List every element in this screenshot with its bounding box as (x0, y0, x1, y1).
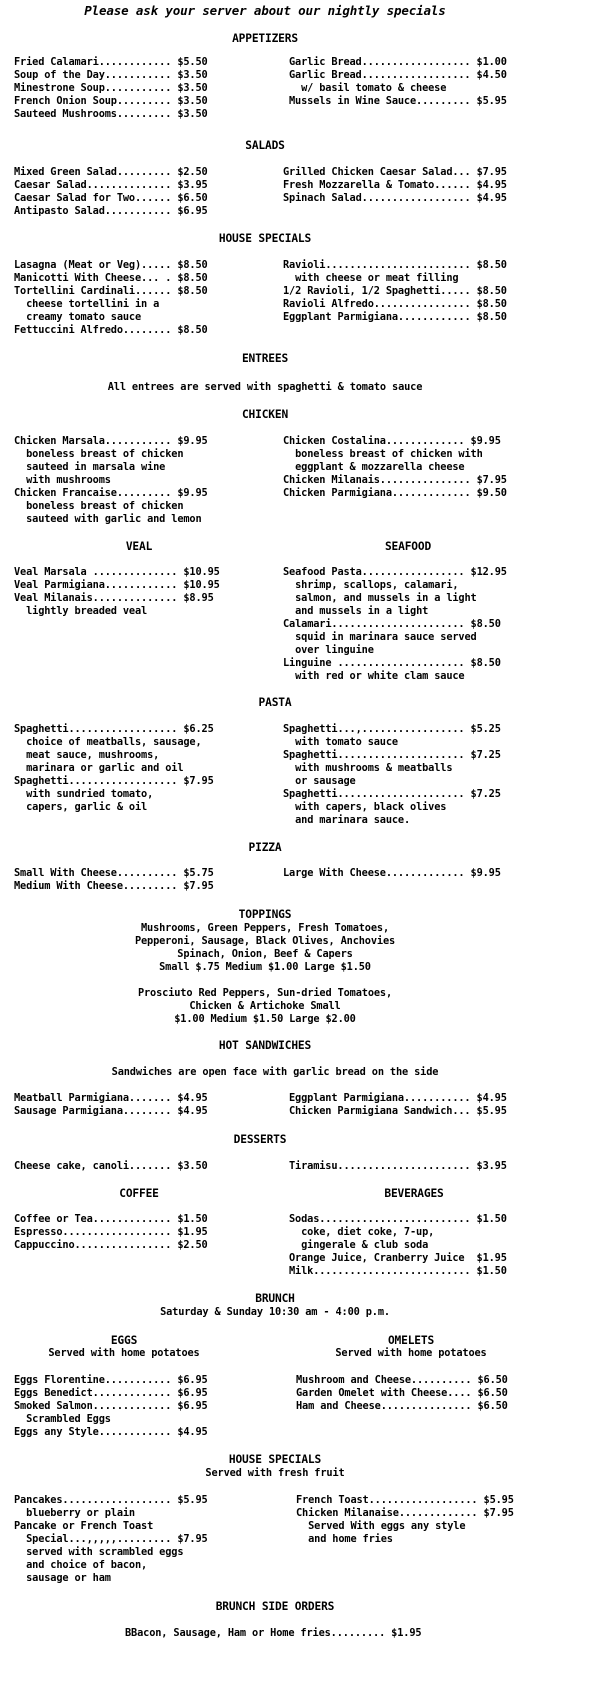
salads-heading: SALADS (245, 139, 285, 152)
menu-item: Chicken Parmigiana............. $9.50 (283, 487, 507, 499)
menu-item: Calamari...................... $8.50 (283, 618, 501, 630)
menu-item: French Toast.................. $5.95 (296, 1494, 514, 1506)
menu-item: Caesar Salad for Two...... $6.50 (14, 192, 208, 204)
menu-item-description: and choice of bacon, (14, 1559, 148, 1571)
menu-item: Espresso.................. $1.95 (14, 1226, 208, 1238)
menu-item: Chicken Francaise......... $9.95 (14, 487, 208, 499)
menu-item: Grilled Chicken Caesar Salad... $7.95 (283, 166, 507, 178)
menu-item-description: with sundried tomato, (14, 788, 154, 800)
menu-item: Pancake or French Toast (14, 1520, 154, 1532)
menu-item: Caesar Salad.............. $3.95 (14, 179, 208, 191)
menu-item: Seafood Pasta................. $12.95 (283, 566, 507, 578)
menu-item: Spaghetti.................. $6.25 (14, 723, 214, 735)
menu-item-description: cheese tortellini in a (14, 298, 160, 310)
desserts-heading: DESSERTS (233, 1133, 287, 1146)
menu-item: Small With Cheese.......... $5.75 (14, 867, 214, 879)
menu-item: Antipasto Salad........... $6.95 (14, 205, 208, 217)
menu-item-description: with red or white clam sauce (283, 670, 465, 682)
menu-item: Smoked Salmon............. $6.95 (14, 1400, 208, 1412)
menu-item-description: Scrambled Eggs (14, 1413, 111, 1425)
menu-item: Chicken Parmigiana Sandwich... $5.95 (289, 1105, 507, 1117)
hot-sandwiches-note: Sandwiches are open face with garlic bread on the side (111, 1066, 439, 1078)
menu-item: Eggplant Parmigiana............ $8.50 (283, 311, 507, 323)
menu-item-description: creamy tomato sauce (14, 311, 142, 323)
menu-item: Meatball Parmigiana....... $4.95 (14, 1092, 208, 1104)
eggs-heading: EGGS (110, 1334, 138, 1347)
menu-item-description: sauteed in marsala wine (14, 461, 166, 473)
menu-item: Veal Marsala .............. $10.95 (14, 566, 220, 578)
entrees-heading: ENTREES (241, 352, 289, 365)
menu-item-description: shrimp, scallops, calamari, (283, 579, 459, 591)
menu-item: BBacon, Sausage, Ham or Home fries......... $1.95 (125, 1627, 422, 1639)
brunch-heading: BRUNCH (255, 1292, 295, 1305)
menu-item-description: salmon, and mussels in a light (283, 592, 477, 604)
toppings-heading: TOPPINGS (238, 908, 292, 921)
menu-item: Spaghetti.................. $7.95 (14, 775, 214, 787)
menu-item-description: served with scrambled eggs (14, 1546, 184, 1558)
toppings-line: Prosciuto Red Peppers, Sun-dried Tomatoes, (137, 987, 393, 999)
menu-item-description: Served With eggs any style (296, 1520, 466, 1532)
menu-item: Chicken Milanaise............. $7.95 (296, 1507, 514, 1519)
menu-item-description: lightly breaded veal (14, 605, 148, 617)
menu-item-description: with cheese or meat filling (283, 272, 459, 284)
eggs-note: Served with home potatoes (48, 1347, 200, 1359)
seafood-heading: SEAFOOD (384, 540, 432, 553)
menu-item: Cheese cake, canoli....... $3.50 (14, 1160, 208, 1172)
menu-item: Cappuccino................ $2.50 (14, 1239, 208, 1251)
toppings-line: Pepperoni, Sausage, Black Olives, Anchovies (134, 935, 396, 947)
menu-item: Mussels in Wine Sauce......... $5.95 (289, 95, 507, 107)
menu-item-description: choice of meatballs, sausage, (14, 736, 202, 748)
menu-item: Soup of the Day........... $3.50 (14, 69, 208, 81)
menu-item: Spinach Salad.................. $4.95 (283, 192, 507, 204)
menu-item-description: over linguine (283, 644, 374, 656)
menu-item: Pancakes.................. $5.95 (14, 1494, 208, 1506)
menu-item: Manicotti With Cheese... . $8.50 (14, 272, 208, 284)
menu-item: Ravioli Alfredo................ $8.50 (283, 298, 507, 310)
menu-item: Eggplant Parmigiana........... $4.95 (289, 1092, 507, 1104)
pasta-heading: PASTA (258, 696, 292, 709)
toppings-line: $1.00 Medium $1.50 Large $2.00 (174, 1013, 356, 1025)
menu-item-description: or sausage (283, 775, 356, 787)
menu-item-description: gingerale & club soda (289, 1239, 429, 1251)
menu-item: Sodas......................... $1.50 (289, 1213, 507, 1225)
menu-item: Chicken Costalina............. $9.95 (283, 435, 501, 447)
menu-item: Mixed Green Salad......... $2.50 (14, 166, 208, 178)
menu-item-description: sauteed with garlic and lemon (14, 513, 202, 525)
menu-item: Spaghetti...,................. $5.25 (283, 723, 501, 735)
menu-item: Large With Cheese............. $9.95 (283, 867, 501, 879)
menu-item-description: boneless breast of chicken with (283, 448, 483, 460)
menu-item: Veal Milanais.............. $8.95 (14, 592, 214, 604)
menu-item: Ham and Cheese............... $6.50 (296, 1400, 508, 1412)
house-specials-heading: HOUSE SPECIALS (218, 232, 312, 245)
nightly-specials-note: Please ask your server about our nightly specials (84, 3, 446, 18)
toppings-line: Chicken & Artichoke Small (189, 1000, 341, 1012)
menu-item-description: boneless breast of chicken (14, 448, 184, 460)
beverages-heading: BEVERAGES (384, 1187, 444, 1200)
menu-item: Tiramisu...................... $3.95 (289, 1160, 507, 1172)
menu-item: Special...,,,,,......... $7.95 (14, 1533, 208, 1545)
menu-item: Lasagna (Meat or Veg)..... $8.50 (14, 259, 208, 271)
menu-item: Linguine ..................... $8.50 (283, 657, 501, 669)
menu-item-description: eggplant & mozzarella cheese (283, 461, 465, 473)
menu-item-description: and mussels in a light (283, 605, 429, 617)
toppings-line: Mushrooms, Green Peppers, Fresh Tomatoes, (140, 922, 390, 934)
menu-item: Tortellini Cardinali...... $8.50 (14, 285, 208, 297)
menu-item: French Onion Soup......... $3.50 (14, 95, 208, 107)
menu-item-description: meat sauce, mushrooms, (14, 749, 160, 761)
appetizers-heading: APPETIZERS (232, 32, 298, 45)
menu-item-description: w/ basil tomato & cheese (289, 82, 447, 94)
menu-item-description: sausage or ham (14, 1572, 111, 1584)
menu-item-description: with mushrooms & meatballs (283, 762, 453, 774)
menu-item: Sauteed Mushrooms......... $3.50 (14, 108, 208, 120)
menu-item: Orange Juice, Cranberry Juice $1.95 (289, 1252, 507, 1264)
menu-item-description: boneless breast of chicken (14, 500, 184, 512)
menu-item: Spaghetti..................... $7.25 (283, 788, 501, 800)
menu-item: Garlic Bread.................. $1.00 (289, 56, 507, 68)
menu-item: Coffee or Tea............. $1.50 (14, 1213, 208, 1225)
menu-item-description: and marinara sauce. (283, 814, 411, 826)
chicken-heading: CHICKEN (241, 408, 289, 421)
menu-item: Mushroom and Cheese.......... $6.50 (296, 1374, 508, 1386)
menu-item: Medium With Cheese......... $7.95 (14, 880, 214, 892)
menu-item: Chicken Milanais............... $7.95 (283, 474, 507, 486)
menu-item-description: capers, garlic & oil (14, 801, 148, 813)
menu-item: Eggs Florentine........... $6.95 (14, 1374, 208, 1386)
menu-item-description: squid in marinara sauce served (283, 631, 477, 643)
pizza-heading: PIZZA (248, 841, 282, 854)
toppings-line: Small $.75 Medium $1.00 Large $1.50 (159, 961, 371, 973)
menu-item: Minestrone Soup........... $3.50 (14, 82, 208, 94)
brunch-side-orders-heading: BRUNCH SIDE ORDERS (215, 1600, 335, 1613)
menu-item-description: with tomato sauce (283, 736, 398, 748)
omelets-note: Served with home potatoes (335, 1347, 487, 1359)
veal-heading: VEAL (125, 540, 153, 553)
menu-item: Eggs Benedict............. $6.95 (14, 1387, 208, 1399)
brunch-specials-heading: HOUSE SPECIALS (228, 1453, 322, 1466)
menu-item: Fresh Mozzarella & Tomato...... $4.95 (283, 179, 507, 191)
brunch-specials-note: Served with fresh fruit (205, 1467, 345, 1479)
menu-item: Eggs any Style............ $4.95 (14, 1426, 208, 1438)
omelets-heading: OMELETS (387, 1334, 435, 1347)
menu-item: Garden Omelet with Cheese.... $6.50 (296, 1387, 508, 1399)
menu-item-description: coke, diet coke, 7-up, (289, 1226, 435, 1238)
menu-item: Sausage Parmigiana........ $4.95 (14, 1105, 208, 1117)
menu-item-description: blueberry or plain (14, 1507, 135, 1519)
menu-item-description: with mushrooms (14, 474, 111, 486)
menu-item: Fried Calamari............ $5.50 (14, 56, 208, 68)
menu-item: Veal Parmigiana............ $10.95 (14, 579, 220, 591)
menu-item: Chicken Marsala........... $9.95 (14, 435, 208, 447)
menu-item-description: with capers, black olives (283, 801, 447, 813)
hot-sandwiches-heading: HOT SANDWICHES (218, 1039, 312, 1052)
brunch-hours: Saturday & Sunday 10:30 am - 4:00 p.m. (160, 1306, 390, 1318)
menu-item: Fettuccini Alfredo........ $8.50 (14, 324, 208, 336)
toppings-line: Spinach, Onion, Beef & Capers (177, 948, 353, 960)
entrees-note: All entrees are served with spaghetti & tomato sauce (107, 381, 423, 393)
menu-item-description: and home fries (296, 1533, 393, 1545)
menu-item: 1/2 Ravioli, 1/2 Spaghetti..... $8.50 (283, 285, 507, 297)
menu-item-description: marinara or garlic and oil (14, 762, 184, 774)
menu-item: Ravioli........................ $8.50 (283, 259, 507, 271)
menu-item: Spaghetti..................... $7.25 (283, 749, 501, 761)
coffee-heading: COFFEE (119, 1187, 159, 1200)
menu-item: Garlic Bread.................. $4.50 (289, 69, 507, 81)
menu-item: Milk.......................... $1.50 (289, 1265, 507, 1277)
